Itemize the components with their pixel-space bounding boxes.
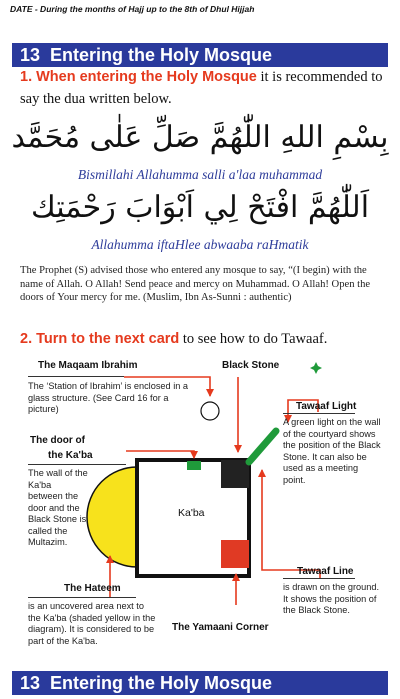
door-shape (187, 461, 201, 470)
tawaaf-line-divider (283, 578, 355, 579)
date-line: DATE - During the months of Hajj up to the 8th of Dhul Hijjah (10, 4, 255, 14)
door-title-line2: the Ka'ba (48, 450, 93, 461)
hateem-shape (87, 467, 137, 567)
dua-arabic-1: بِسْمِ اللهِ اللّٰهُمَّ صَلِّ عَلٰى مُحَمَّد (11, 120, 389, 155)
section1-lead: 1. When entering the Holy Mosque (20, 69, 257, 85)
maqaam-description: The ‘Station of Ibrahim’ is enclosed in a glass structure. (See Card 16 for a picture) (28, 381, 189, 414)
tawaaf-line-title: Tawaaf Line (297, 566, 354, 577)
footer-title-bar (12, 671, 388, 695)
hateem-description: is an uncovered area next to the Ka'ba (shaded yellow in the diagram). It is considered to be part of the Ka'ba. (28, 601, 156, 646)
tawaaf-light-divider (283, 413, 355, 414)
door-title-line1: The door of (30, 435, 85, 446)
door-arrow (126, 451, 194, 458)
hadith-text: The Prophet (S) advised those who entered any mosque to say, “(I begin) with the name of Allah. O Allah! Send peace and mercy on Muhammad. O Allah! Open the doors of Your mercy for me. (Muslim, Ibn As-Sunni : authentic) (20, 265, 371, 303)
section2-lead: 2. Turn to the next card (20, 331, 180, 347)
dua-transliteration-2: Allahumma iftaHlee abwaaba raHmatik (91, 237, 309, 252)
card-number: 13 (20, 45, 41, 65)
tawaaf-light-description: A green light on the wall of the courtyard shows the position of the Black Stone. It can also be used as a meeting point. (283, 417, 381, 485)
maqaam-title: The Maqaam Ibrahim (38, 360, 138, 371)
tawaaf-light-line (249, 431, 276, 462)
tawaaf-line-arrow (262, 470, 320, 578)
kaba-label: Ka'ba (178, 507, 205, 519)
card-title: Entering the Holy Mosque (50, 45, 273, 65)
door-divider (28, 464, 126, 465)
black-stone-label: Black Stone (222, 360, 280, 371)
dua-arabic-2: اَللّٰهُمَّ افْتَحْ لِي اَبْوَابَ رَحْمَتِك (30, 190, 370, 225)
section2-text: to see how to do Tawaaf. (179, 331, 328, 347)
black-stone-shape (221, 460, 249, 488)
yamaani-label: The Yamaani Corner (172, 622, 269, 633)
hateem-divider (28, 597, 136, 598)
door-description: The wall of the Ka'ba between the door and the Black Stone is called the Multazim. (28, 468, 88, 547)
green-star-icon (310, 362, 322, 374)
hateem-title: The Hateem (64, 583, 121, 594)
tawaaf-line-description: is drawn on the ground. It shows the position of the Black Stone. (283, 582, 380, 615)
tawaaf-light-title: Tawaaf Light (296, 401, 357, 412)
maqaam-circle (201, 402, 219, 420)
dua-transliteration-1: Bismillahi Allahumma salli a'laa muhammad (77, 167, 323, 182)
footer-number: 13 (20, 673, 41, 693)
footer-title: Entering the Holy Mosque (50, 673, 273, 693)
maqaam-divider (28, 376, 124, 377)
yamaani-corner-shape (221, 540, 249, 568)
section1-text: it is recommended to say the dua written below. (20, 69, 383, 107)
